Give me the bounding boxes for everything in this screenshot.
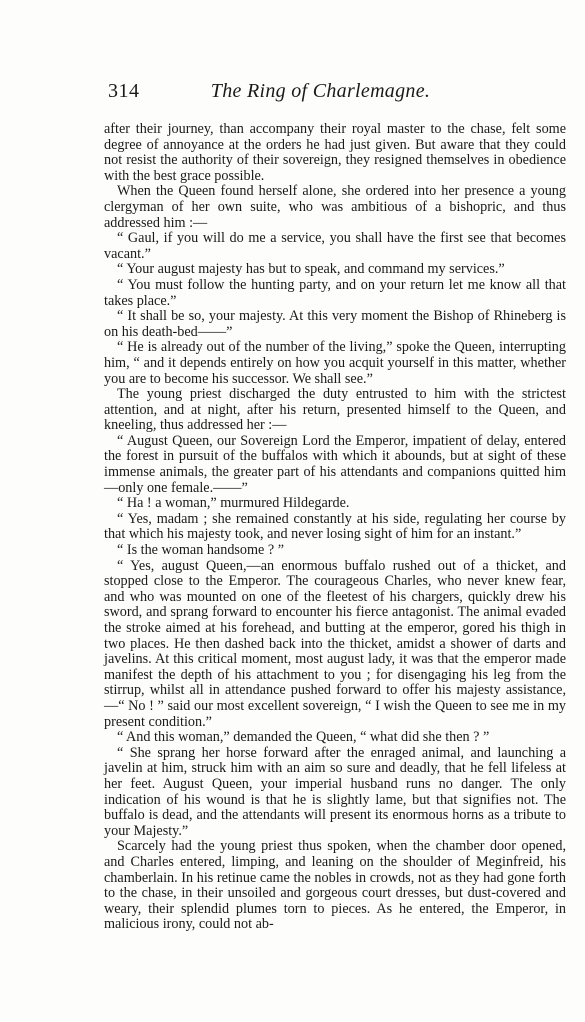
page-header — [104, 80, 537, 108]
paragraph: When the Queen found herself alone, she ordered into her presence a young clergyman of her own suite, who was ambitious of a bishopric, and thus addressed him :— — [104, 183, 566, 231]
paragraph: “ It shall be so, your majesty. At this very moment the Bishop of Rhineberg is on his death-bed——” — [104, 308, 566, 340]
paragraph: “ Yes, madam ; she remained constantly at his side, regulating her course by that which his majesty took, and never losing sight of him for an instant.” — [104, 510, 566, 543]
body-text — [104, 122, 566, 933]
paragraph: “ She sprang her horse forward after the enraged animal, and launching a javelin at him, struck him with an aim so sure and deadly, that he fell lifeless at her feet. August Queen, your imperial husband runs no danger. The only indication of his wound is that he is slightly lame, but that signifies not. The buffalo is dead, and the attendants will present its enormous horns as a tribute to your Majesty.” — [104, 744, 566, 839]
page-number: 314 — [108, 80, 140, 102]
paragraph: “ You must follow the hunting party, and on your return let me know all that takes place.” — [104, 276, 566, 309]
paragraph: “ He is already out of the number of the living,” spoke the Queen, interrupting him, “ and it depends entirely on how you acquit yourself in this matter, whether you are to become his successor. We shall see.” — [104, 339, 566, 387]
running-title: The Ring of Charlemagne. — [210, 80, 431, 102]
paragraph: Scarcely had the young priest thus spoken, when the chamber door opened, and Charles entered, limping, and leaning on the shoulder of Meginfreid, his chamberlain. In his retinue came the nobles in crowds, not as they had gone forth to the chase, in their unsoiled and gorgeous court dresses, but dust-covered and weary, their splendid plumes torn to pieces. As he entered, the Emperor, in malicious irony, could not ab- — [104, 838, 566, 933]
paragraph: “ Is the woman handsome ? ” — [117, 542, 285, 559]
paragraph: “ Gaul, if you will do me a service, you shall have the first see that becomes vacant.” — [104, 230, 566, 262]
paragraph: “ Your august majesty has but to speak, and command my services.” — [117, 261, 505, 278]
paragraph: “ Yes, august Queen,—an enormous buffalo rushed out of a thicket, and stopped close to the Emperor. The courageous Charles, who never knew fear, and who was mounted on one of the fleetest of his chargers, quickly drew his sword, and sprang forward to encounter his fierce antagonist. The animal evaded the stroke aimed at his forehead, and butting at the emperor, gored his thigh in two places. He then dashed back into the thicket, amidst a shower of darts and javelins. At this critical moment, most august lady, it was that the emperor made manifest the depth of his attachment to you ; for disengaging his leg from the stirrup, whilst all in attendance pushed forward to offer his majesty assistance, —“ No ! ” said our most excellent sovereign, “ I wish the Queen to see me in my present condition.” — [104, 557, 566, 730]
paragraph: The young priest discharged the duty entrusted to him with the strictest attention, and at night, after his return, presented himself to the Queen, and kneeling, thus addressed her :— — [104, 386, 566, 434]
paragraph: “ Ha ! a woman,” murmured Hildegarde. — [117, 495, 350, 512]
paragraph: after their journey, than accompany their royal master to the chase, felt some degree of annoyance at the orders he had just given. But aware that they could not resist the authority of their sovereign, they resigned themselves in obedience with the best grace possible. — [104, 121, 566, 184]
paragraph: “ And this woman,” demanded the Queen, “ what did she then ? ” — [117, 729, 490, 746]
paragraph: “ August Queen, our Sovereign Lord the Emperor, impatient of delay, entered the forest in pursuit of the buffalos with which it abounds, but at sight of these immense animals, the greater part of his attendants and companions quitted him—only one female.——” — [104, 432, 566, 496]
